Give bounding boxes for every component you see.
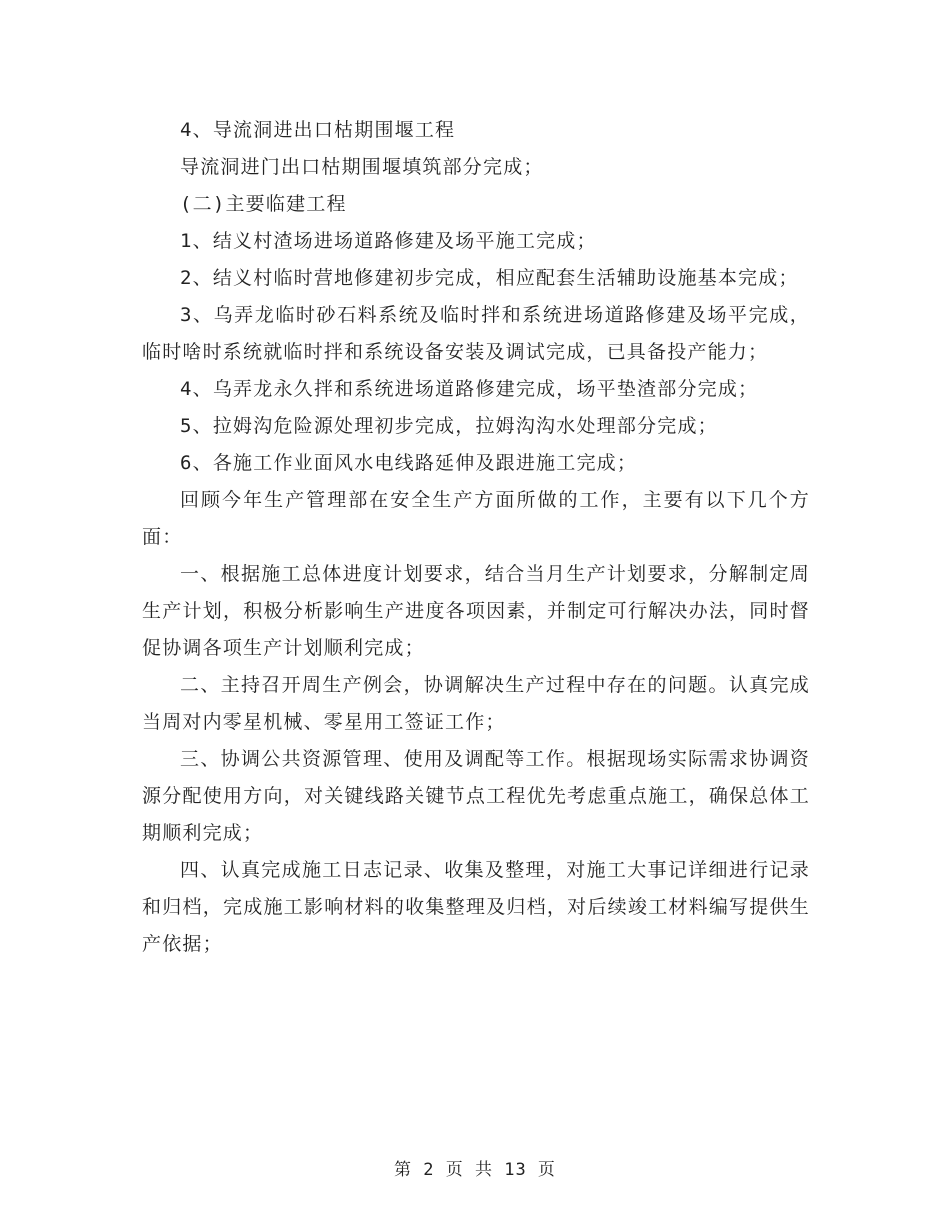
paragraph-review-point-3: 三、协调公共资源管理、使用及调配等工作。根据现场实际需求协调资源分配使用方向，对关键线路关键节点工程优先考虑重点施工，确保总体工期顺利完成；	[142, 748, 810, 844]
paragraph-review-intro: 回顾今年生产管理部在安全生产方面所做的工作，主要有以下几个方面：	[142, 489, 810, 548]
page-number-footer: 第 2 页 共 13 页	[394, 1160, 556, 1180]
paragraph-temp-works-3: 3、乌弄龙临时砂石料系统及临时拌和系统进场道路修建及场平完成，临时啥时系统就临时拌和系统设备安装及调试完成，已具备投产能力；	[142, 304, 810, 363]
paragraph-temp-works-5: 5、拉姆沟危险源处理初步完成，拉姆沟沟水处理部分完成；	[180, 415, 718, 437]
paragraph-review-point-4: 四、认真完成施工日志记录、收集及整理，对施工大事记详细进行记录和归档，完成施工影响材料的收集整理及归档，对后续竣工材料编写提供生产依据；	[142, 859, 810, 955]
paragraph-temp-works-6: 6、各施工作业面风水电线路延伸及跟进施工完成；	[180, 452, 638, 474]
paragraph-temp-works-1: 1、结义村渣场进场道路修建及场平施工完成；	[180, 230, 597, 252]
paragraph-review-point-1: 一、根据施工总体进度计划要求，结合当月生产计划要求，分解制定周生产计划，积极分析影响生产进度各项因素，并制定可行解决办法，同时督促协调各项生产计划顺利完成；	[142, 563, 810, 659]
paragraph-temp-works-2: 2、结义村临时营地修建初步完成，相应配套生活辅助设施基本完成；	[180, 267, 799, 289]
paragraph-cofferdam-status: 导流洞进门出口枯期围堰填筑部分完成；	[180, 156, 544, 178]
section-heading-temporary-works: (二)主要临建工程	[180, 193, 347, 215]
document-body	[142, 112, 810, 963]
paragraph-review-point-2: 二、主持召开周生产例会，协调解决生产过程中存在的问题。认真完成当周对内零星机械、零星用工签证工作；	[142, 674, 810, 733]
paragraph-temp-works-4: 4、乌弄龙永久拌和系统进场道路修建完成，场平垫渣部分完成；	[180, 378, 759, 400]
paragraph-item-4-heading: 4、导流洞进出口枯期围堰工程	[180, 119, 456, 141]
